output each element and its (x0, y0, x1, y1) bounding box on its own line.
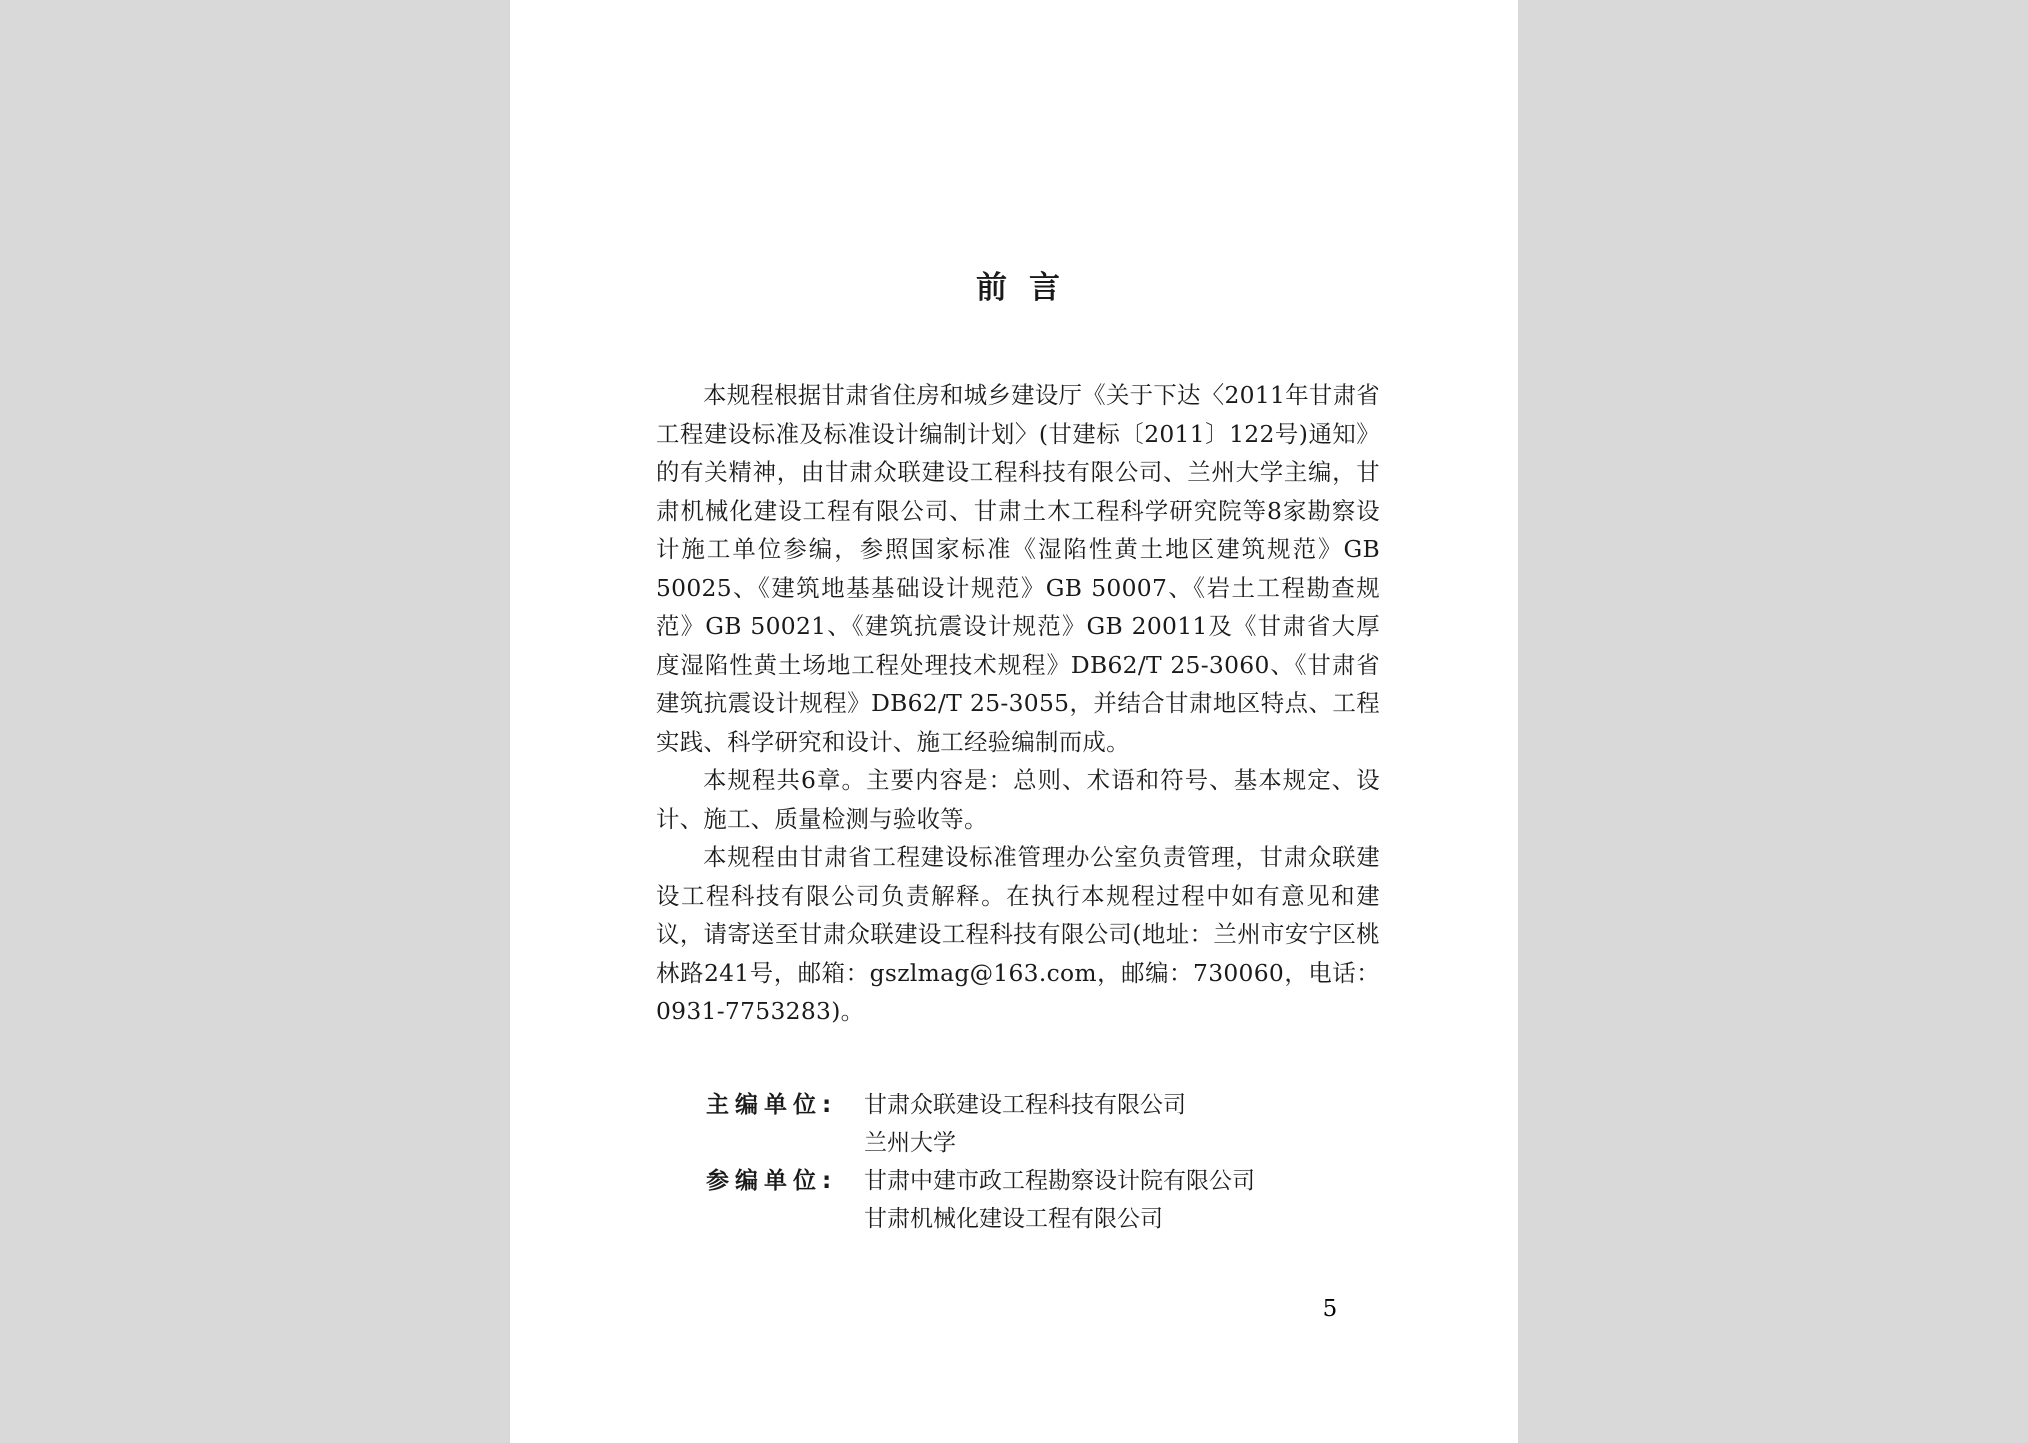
chief-editor-unit: 兰州大学 (864, 1130, 956, 1156)
preface-paragraph-2: 本规程共6章。主要内容是：总则、术语和符号、基本规定、设计、施工、质量检测与验收等。 (656, 766, 1380, 833)
preface-paragraph-1: 本规程根据甘肃省住房和城乡建设厅《关于下达〈2011年甘肃省工程建设标准及标准设计编制计划〉(甘建标〔2011〕122号)通知》的有关精神，由甘肃众联建设工程科技有限公司、兰州大学主编，甘肃机械化建设工程有限公司、甘肃土木工程科学研究院等8家勘察设计施工单位参编，参照国家标准《湿陷性黄土地区建筑规范》GB 50025、《建筑地基基础设计规范》GB 50007、《岩土工程勘查规范》GB 50021、《建筑抗震设计规范》GB 20011及《甘肃省大厚度湿陷性黄土场地工程处理技术规程》DB62/T 25-3060、《甘肃省建筑抗震设计规程》DB62/T 25-3055，并结合甘肃地区特点、工程实践、科学研究和设计、施工经验编制而成。 (656, 381, 1380, 756)
chief-editor-row (706, 1086, 1386, 1162)
page-title: 前言 (976, 270, 1082, 306)
participating-editor-unit: 甘肃中建市政工程勘察设计院有限公司 (864, 1168, 1255, 1194)
participating-editor-unit: 甘肃机械化建设工程有限公司 (864, 1206, 1163, 1232)
chief-editor-unit: 甘肃众联建设工程科技有限公司 (864, 1092, 1186, 1118)
preface-paragraph-3: 本规程由甘肃省工程建设标准管理办公室负责管理，甘肃众联建设工程科技有限公司负责解释。在执行本规程过程中如有意见和建议，请寄送至甘肃众联建设工程科技有限公司(地址：兰州市安宁区桃林路241号，邮箱：gszlmag@163.com，邮编：730060，电话：0931-7753283)。 (656, 843, 1380, 1025)
participating-editor-units (864, 1162, 1386, 1238)
page-number: 5 (1322, 1296, 1338, 1322)
editor-units (706, 1086, 1386, 1238)
chief-editor-label: 主编单位: (706, 1092, 838, 1118)
document-page (510, 0, 1518, 1443)
chief-editor-units (864, 1086, 1386, 1162)
participating-editor-label: 参编单位: (706, 1168, 838, 1194)
participating-editor-row (706, 1162, 1386, 1238)
preface-body (656, 376, 1380, 1031)
